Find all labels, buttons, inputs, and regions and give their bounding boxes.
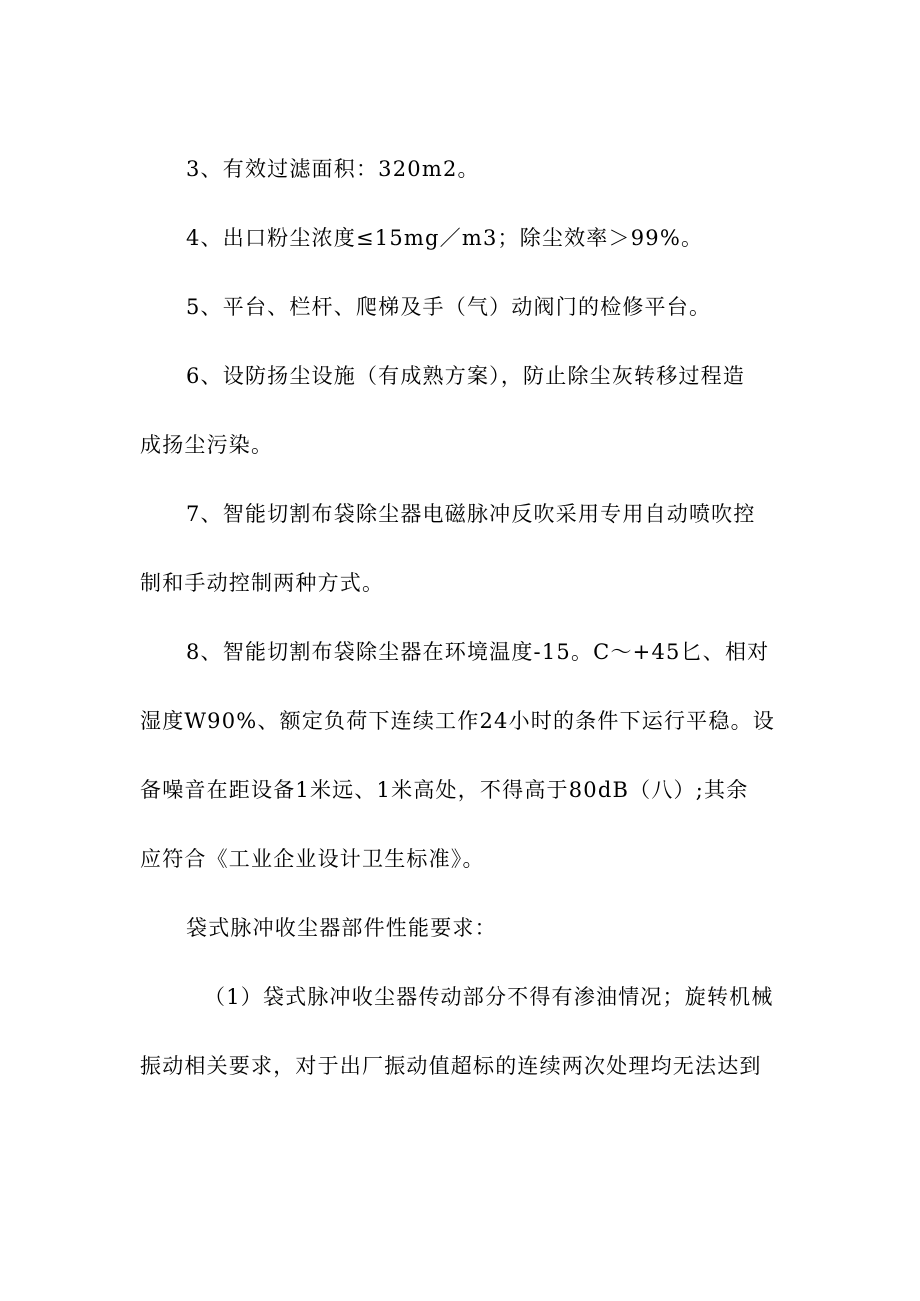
paragraph-item-3 <box>140 135 790 204</box>
text-line: 6、设防扬尘设施（有成熟方案），防止除尘灰转移过程造 <box>186 364 746 388</box>
text-line: 8、智能切割布袋除尘器在环境温度-15。C～+45匕、相对 <box>186 640 770 664</box>
text-line: （1）袋式脉冲收尘器传动部分不得有渗油情况；旋转机械 <box>204 985 774 1009</box>
paragraph-item-5 <box>140 273 790 342</box>
paragraph-item-4 <box>140 204 790 273</box>
text-line: 7、智能切割布袋除尘器电磁脉冲反吹采用专用自动喷吹控 <box>186 502 756 526</box>
text-line: 制和手动控制两种方式。 <box>140 571 385 595</box>
text-line: 湿度W90%、额定负荷下连续工作24小时的条件下运行平稳。设 <box>140 709 775 733</box>
text-line: 3、有效过滤面积：320m2。 <box>186 157 480 181</box>
text-line: 备噪音在距设备1米远、1米高处，不得高于80dB（八）;其余 <box>140 778 749 802</box>
text-line: 应符合《工业企业设计卫生标准》。 <box>140 847 485 871</box>
sub-item-1 <box>140 963 790 1101</box>
text-line: 成扬尘污染。 <box>140 433 274 457</box>
paragraph-item-8 <box>140 618 790 894</box>
text-line: 振动相关要求，对于出厂振动值超标的连续两次处理均无法达到 <box>140 1054 762 1078</box>
section-heading <box>140 894 790 963</box>
text-line: 4、出口粉尘浓度≤15mg／m3；除尘效率＞99%。 <box>186 226 704 250</box>
section-heading-text: 袋式脉冲收尘器部件性能要求： <box>186 916 497 940</box>
paragraph-item-6 <box>140 342 790 480</box>
text-line: 5、平台、栏杆、爬梯及手（气）动阀门的检修平台。 <box>186 295 712 319</box>
paragraph-item-7 <box>140 480 790 618</box>
